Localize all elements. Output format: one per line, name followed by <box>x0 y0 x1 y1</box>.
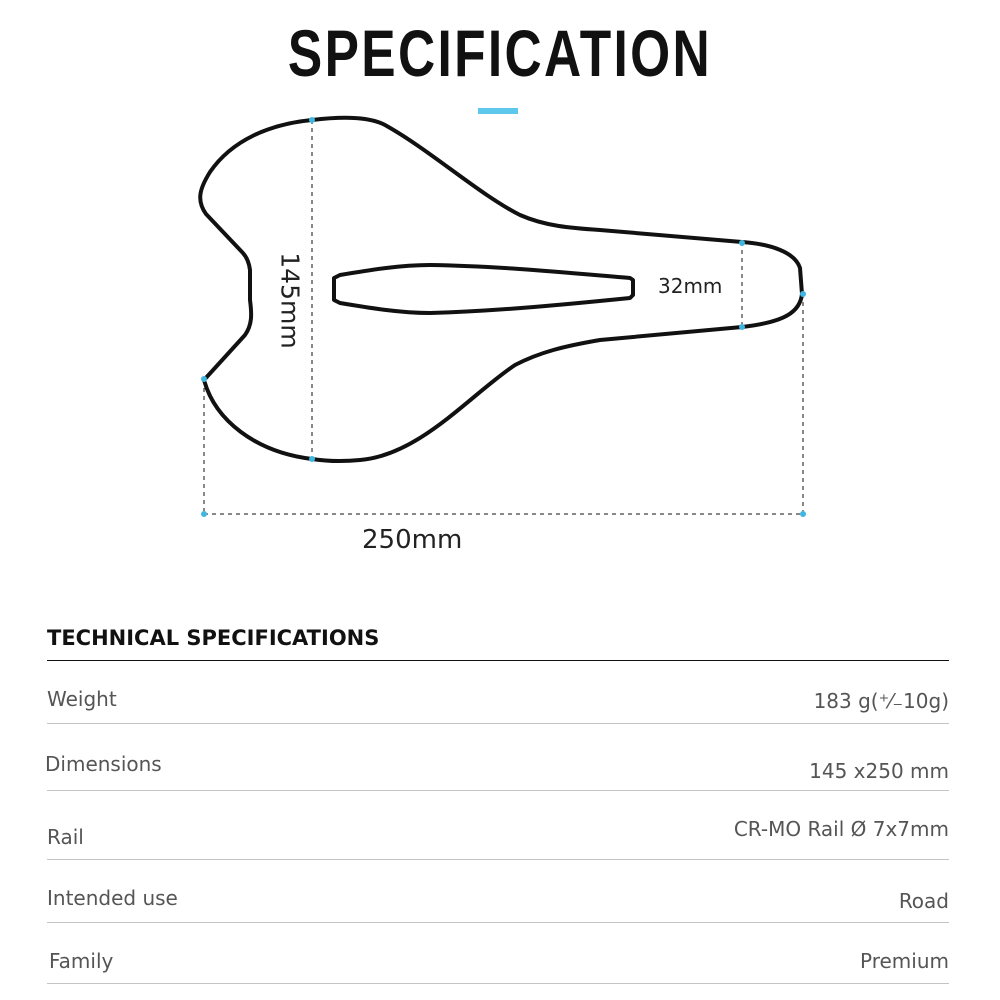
spec-label: Weight <box>47 687 117 711</box>
spec-row-weight <box>47 661 949 724</box>
technical-specifications-table <box>47 620 949 984</box>
spec-value: CR-MO Rail Ø 7x7mm <box>733 817 949 841</box>
spec-label: Dimensions <box>45 752 162 776</box>
length-dimension-label: 250mm <box>362 525 463 555</box>
spec-row-dimensions <box>47 724 949 791</box>
specs-heading: TECHNICAL SPECIFICATIONS <box>47 620 949 661</box>
spec-row-rail <box>47 791 949 860</box>
nose-width-dimension-label: 32mm <box>658 274 723 298</box>
spec-value: Road <box>898 889 949 913</box>
page-title: SPECIFICATION <box>287 16 713 90</box>
spec-row-intended-use <box>47 860 949 923</box>
spec-label: Rail <box>47 825 84 849</box>
spec-value: 145 x250 mm <box>809 759 949 783</box>
spec-row-family <box>47 923 949 984</box>
spec-value: 183 g(⁺⁄₋10g) <box>813 689 949 713</box>
spec-label: Family <box>49 949 114 973</box>
width-dimension-label: 145mm <box>275 252 305 349</box>
saddle-cutout <box>334 265 633 313</box>
spec-value: Premium <box>860 949 949 973</box>
spec-label: Intended use <box>47 886 178 910</box>
